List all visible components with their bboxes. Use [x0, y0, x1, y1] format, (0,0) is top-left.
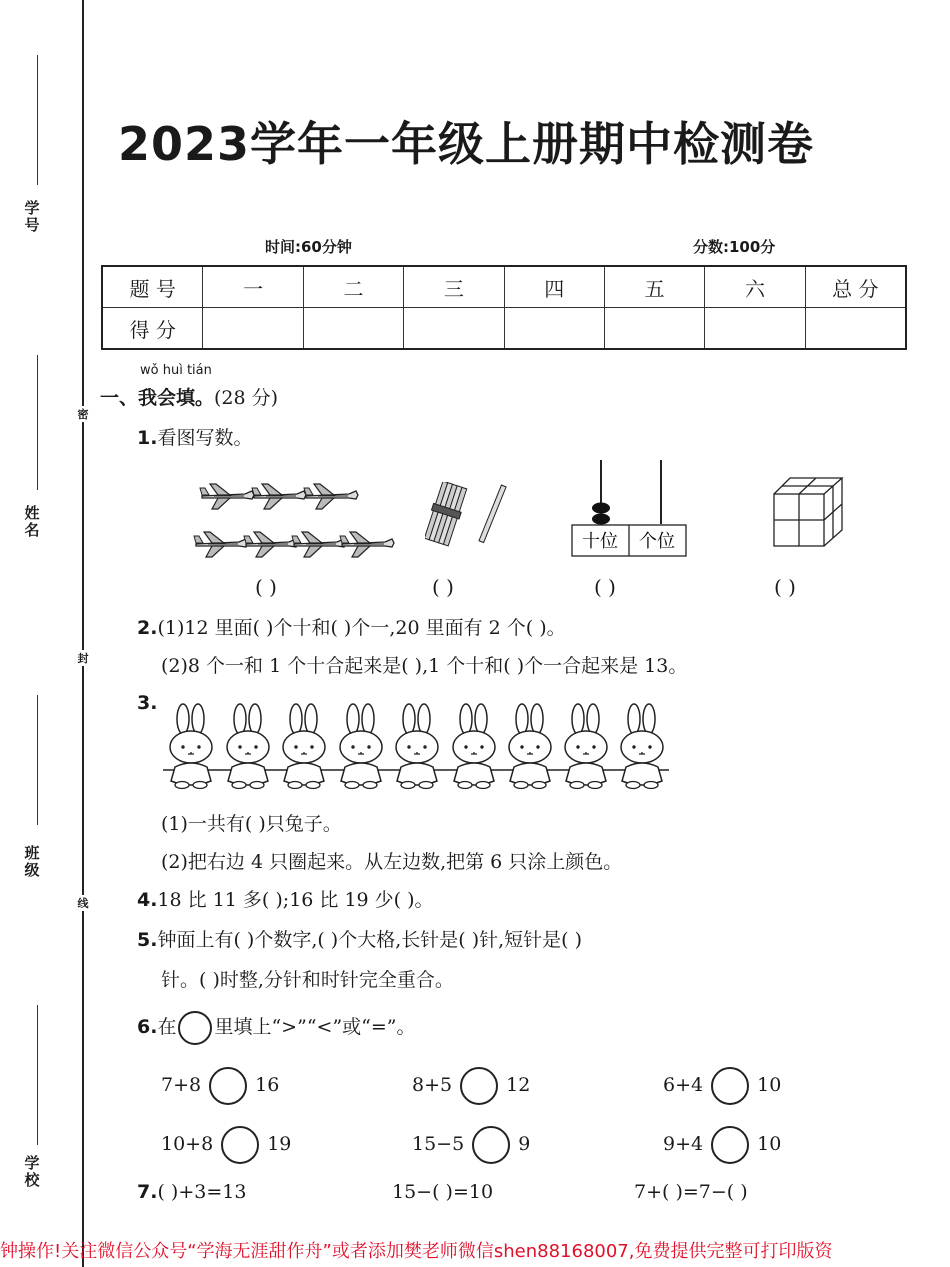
table-cell: 六: [705, 266, 805, 308]
compare-right: 10: [757, 1074, 782, 1096]
binding-line: [82, 0, 84, 1267]
score-label: 分数:100分: [693, 238, 776, 256]
table-cell: 五: [604, 266, 704, 308]
question-number: 4.: [137, 889, 158, 911]
compare-circle[interactable]: [209, 1067, 247, 1105]
compare-left: 9+4: [663, 1133, 704, 1155]
compare-item: [412, 1066, 530, 1105]
answer-blank[interactable]: ( ): [594, 575, 616, 599]
section-pinyin: wǒ huì tián: [140, 363, 212, 378]
compare-left: 8+5: [412, 1074, 453, 1096]
compare-circle[interactable]: [221, 1126, 259, 1164]
question-text: 里填上“>”“<”或“=”。: [214, 1016, 416, 1038]
bead-icon: [592, 514, 610, 525]
table-cell: 二: [303, 266, 403, 308]
time-label: 时间:60分钟: [265, 238, 352, 256]
table-cell: 得 分: [102, 308, 203, 350]
answer-blank[interactable]: ( ): [432, 575, 454, 599]
abacus-image: [570, 458, 690, 560]
compare-left: 15−5: [412, 1133, 465, 1155]
compare-item: [663, 1125, 781, 1164]
rabbit-icon[interactable]: [227, 704, 269, 789]
score-cell[interactable]: [805, 308, 906, 350]
compare-item: [412, 1125, 530, 1164]
name-label: 姓名: [24, 504, 40, 539]
table-cell: 题 号: [102, 266, 203, 308]
question-text: (2)把右边 4 只圈起来。从左边数,把第 6 只涂上颜色。: [161, 851, 623, 873]
circle-icon: [178, 1011, 212, 1045]
rabbit-icon[interactable]: [509, 704, 551, 789]
class-label: 班级: [24, 844, 40, 879]
rabbit-icon[interactable]: [396, 704, 438, 789]
question-text: 钟面上有( )个数字,( )个大格,长针是( )针,短针是( ): [157, 929, 583, 951]
student-id-blank: [37, 55, 38, 185]
compare-item: [663, 1066, 781, 1105]
compare-left: 7+8: [161, 1074, 202, 1096]
table-row: [102, 308, 906, 350]
question-text: (2)8 个一和 1 个十合起来是( ),1 个十和( )个一合起来是 13。: [161, 655, 688, 677]
compare-circle[interactable]: [472, 1126, 510, 1164]
compare-circle[interactable]: [460, 1067, 498, 1105]
question-text: (1)12 里面( )个十和( )个一,20 里面有 2 个( )。: [157, 617, 566, 639]
rabbit-icon[interactable]: [453, 704, 495, 789]
compare-right: 9: [518, 1133, 531, 1155]
compare-right: 12: [506, 1074, 531, 1096]
table-cell: 四: [504, 266, 604, 308]
rabbit-icon[interactable]: [283, 704, 325, 789]
compare-right: 19: [267, 1133, 292, 1155]
school-blank: [37, 1005, 38, 1145]
equation-c: 7+( )=7−( ): [634, 1181, 748, 1203]
score-cell[interactable]: [303, 308, 403, 350]
table-cell: 一: [203, 266, 303, 308]
airplane-icon: [340, 532, 394, 557]
compare-circle[interactable]: [711, 1126, 749, 1164]
abacus-tens-label: 十位: [582, 531, 618, 552]
answer-blank[interactable]: ( ): [255, 575, 277, 599]
promo-footer: 钟操作!关注微信公众号“学海无涯甜作舟”或者添加樊老师微信shen88168007,免费提供完整可打印版资: [0, 1241, 833, 1262]
score-cell[interactable]: [705, 308, 805, 350]
question-text: (1)一共有( )只兔子。: [161, 813, 342, 835]
rabbit-icon[interactable]: [340, 704, 382, 789]
abacus-ones-label: 个位: [639, 531, 675, 552]
seal-feng: 封: [77, 652, 89, 665]
rabbit-icon[interactable]: [621, 704, 663, 789]
stick-bundle-icon: [425, 482, 469, 547]
equation-b: 15−( )=10: [392, 1181, 494, 1203]
page-title: 2023学年一年级上册期中检测卷: [118, 117, 815, 171]
compare-item: [161, 1125, 291, 1164]
airplane-icon: [194, 532, 248, 557]
question-number: 6.: [137, 1016, 158, 1038]
compare-right: 10: [757, 1133, 782, 1155]
airplane-icon: [200, 484, 254, 509]
rabbits-image: [163, 703, 669, 793]
question-number: 5.: [137, 929, 158, 951]
cubes-image: [770, 474, 846, 550]
school-label: 学校: [24, 1154, 40, 1189]
score-cell[interactable]: [604, 308, 704, 350]
class-blank: [37, 695, 38, 825]
compare-left: 6+4: [663, 1074, 704, 1096]
single-stick-icon: [479, 485, 506, 543]
section-points: (28 分): [214, 387, 279, 409]
question-number: 7.: [137, 1181, 158, 1203]
seal-mi: 密: [77, 408, 89, 421]
equation-a: ( )+3=13: [157, 1181, 247, 1203]
sticks-image: [425, 482, 510, 548]
question-number: 3.: [137, 692, 158, 714]
score-cell[interactable]: [203, 308, 303, 350]
table-cell: 总 分: [805, 266, 906, 308]
score-cell[interactable]: [404, 308, 504, 350]
compare-item: [161, 1066, 279, 1105]
table-row: [102, 266, 906, 308]
airplane-icon: [244, 532, 298, 557]
compare-circle[interactable]: [711, 1067, 749, 1105]
seal-xian: 线: [77, 897, 89, 910]
answer-blank[interactable]: ( ): [774, 575, 796, 599]
airplane-icon: [252, 484, 306, 509]
compare-left: 10+8: [161, 1133, 214, 1155]
airplane-icon: [304, 484, 358, 509]
name-blank: [37, 355, 38, 490]
score-table: [101, 265, 907, 350]
question-text: 针。( )时整,分针和时针完全重合。: [161, 969, 454, 991]
compare-right: 16: [255, 1074, 280, 1096]
score-cell[interactable]: [504, 308, 604, 350]
question-text: 看图写数。: [157, 427, 253, 449]
question-text: 18 比 11 多( );16 比 19 少( )。: [157, 889, 434, 911]
rabbit-icon[interactable]: [170, 704, 212, 789]
airplanes-image: [192, 474, 397, 572]
question-number: 1.: [137, 427, 158, 449]
rabbit-icon[interactable]: [565, 704, 607, 789]
cube-stack-icon: [774, 478, 842, 546]
question-text: 在: [157, 1016, 177, 1038]
section-title: 一、我会填。: [100, 387, 215, 409]
bead-icon: [592, 503, 610, 514]
airplane-icon: [292, 532, 346, 557]
student-id-label: 学号: [24, 199, 40, 234]
table-cell: 三: [404, 266, 504, 308]
question-number: 2.: [137, 617, 158, 639]
